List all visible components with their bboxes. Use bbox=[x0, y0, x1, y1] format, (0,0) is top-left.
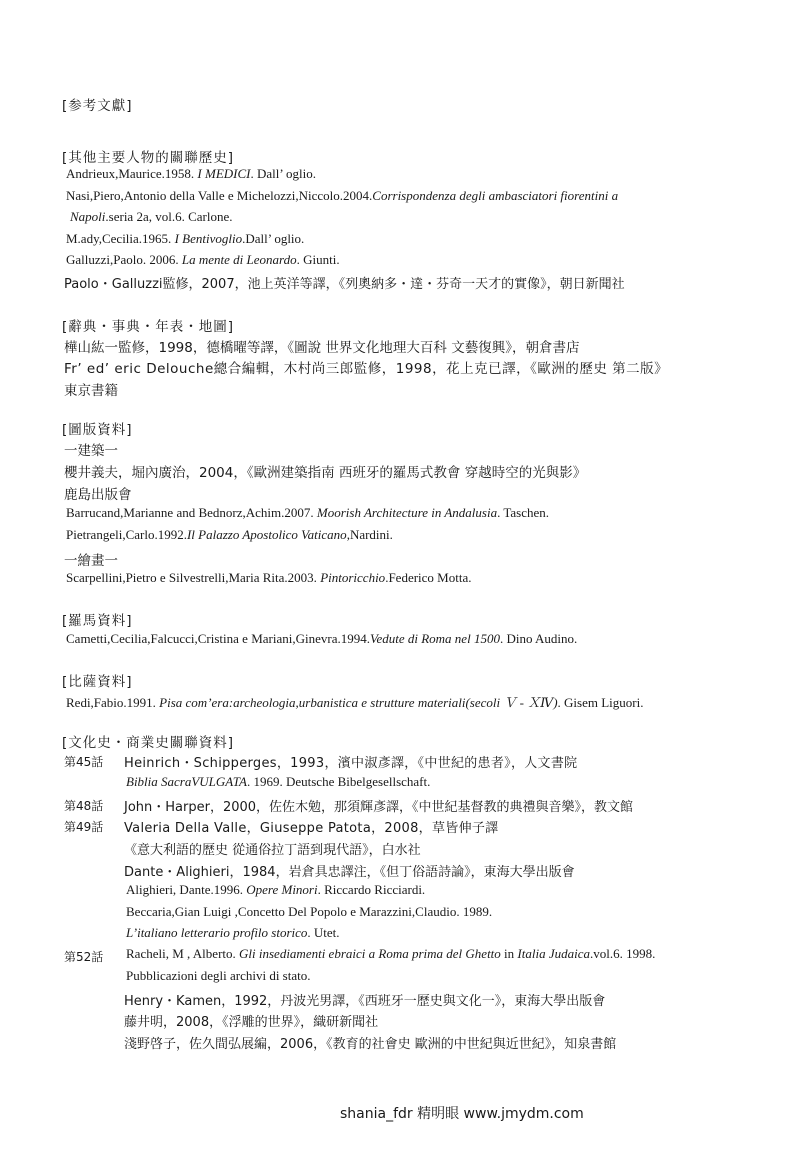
reference-entry: Beccaria,Gian Luigi ,Concetto Del Popolo e Marazzini,Claudio. 1989. bbox=[126, 904, 493, 919]
reference-entry: 櫻井義夫，堀內廣治，2004，《歐洲建築指南 西班牙的羅馬式教會 穿越時空的光與影》 bbox=[64, 465, 587, 481]
reference-entry-continuation: Pubblicazioni degli archivi di stato. bbox=[126, 968, 311, 983]
section-heading-dictionaries: [辭典・事典・年表・地圖] bbox=[62, 319, 235, 335]
reference-entry: John・Harper，2000，佐佐木勉，那須輝彥譯，《中世紀基督教的典禮與音樂》，教文館 bbox=[124, 800, 634, 815]
reference-entry: 淺野啓子，佐久間弘展編，2006，《教育的社會史 歐洲的中世紀與近世紀》，知泉書館 bbox=[124, 1037, 617, 1052]
section-heading-people: [其他主要人物的關聯歷史] bbox=[62, 150, 235, 166]
reference-entry: 樺山紘一監修，1998，德橋曜等譯，《圖說 世界文化地理大百科 文藝復興》，朝倉書店 bbox=[64, 340, 580, 356]
reference-entry: Heinrich・Schipperges，1993，濱中淑彥譯，《中世紀的患者》，人文書院 bbox=[124, 756, 578, 771]
reference-entry: Cametti,Cecilia,Falcucci,Cristina e Mariani,Ginevra.1994.Vedute di Roma nel 1500. Dino Audino. bbox=[66, 631, 578, 646]
reference-entry-continuation: L’italiano letterario profilo storico. Utet. bbox=[126, 925, 340, 940]
episode-label: 第48話 bbox=[64, 799, 104, 813]
reference-entry: Nasi,Piero,Antonio della Valle e Michelozzi,Niccolo.2004.Corrispondenza degli ambasciatori fiorentini a bbox=[66, 188, 619, 203]
reference-entry: Henry・Kamen，1992，丹波光男譯，《西班牙一歷史與文化一》，東海大學出版會 bbox=[124, 994, 606, 1009]
reference-entry: Andrieux,Maurice.1958. I MEDICI. Dall’ oglio. bbox=[66, 166, 316, 181]
reference-entry-continuation: Napoli.seria 2a, vol.6. Carlone. bbox=[70, 209, 233, 224]
section-heading-pisa: [比薩資料] bbox=[62, 674, 133, 690]
reference-entry-continuation: 東京書籍 bbox=[64, 383, 118, 399]
reference-entry: Racheli, M , Alberto. Gli insediamenti ebraici a Roma prima del Ghetto in Italia Judaica.vol.6. 1998. bbox=[126, 946, 656, 961]
section-heading-rome: [羅馬資料] bbox=[62, 613, 133, 629]
episode-label: 第49話 bbox=[64, 820, 104, 834]
reference-entry: Scarpellini,Pietro e Silvestrelli,Maria Rita.2003. Pintoricchio.Federico Motta. bbox=[66, 570, 472, 585]
subsection-label-paintings: 一繪畫一 bbox=[64, 553, 118, 569]
reference-entry: Barrucand,Marianne and Bednorz,Achim.2007. Moorish Architecture in Andalusia. Taschen. bbox=[66, 505, 550, 520]
reference-entry: Biblia SacraVULGATA. 1969. Deutsche Bibelgesellschaft. bbox=[126, 774, 431, 789]
reference-entry: Pietrangeli,Carlo.1992.Il Palazzo Apostolico Vaticano,Nardini. bbox=[66, 527, 393, 542]
episode-label: 第52話 bbox=[64, 950, 104, 964]
reference-entry: Paolo・Galluzzi監修，2007，池上英洋等譯，《列奧納多・達・芬奇一天才的實像》，朝日新聞社 bbox=[64, 277, 625, 292]
reference-entry-continuation: 《意大利語的歷史 從通俗拉丁語到現代語》，白水社 bbox=[124, 843, 421, 858]
footer-watermark: shania_fdr 精明眼 www.jmydm.com bbox=[340, 1106, 584, 1122]
reference-entry: Redi,Fabio.1991. Pisa com’era:archeologia,urbanistica e strutture materiali(secoli Ｖ - ＸⅣ). Gisem Liguori. bbox=[66, 695, 644, 710]
section-heading-plates: [圖版資料] bbox=[62, 422, 133, 438]
episode-label: 第45話 bbox=[64, 755, 104, 769]
section-heading-culture: [文化史・商業史關聯資料] bbox=[62, 735, 235, 751]
subsection-label-architecture: 一建築一 bbox=[64, 443, 118, 459]
reference-entry: 藤井明，2008，《浮雕的世界》，織研新聞社 bbox=[124, 1015, 379, 1030]
reference-entry: Fr’ ed’ eric Delouche總合編輯，木村尚三郎監修，1998，花上克已譯，《歐洲的歷史 第二版》 bbox=[64, 361, 669, 377]
reference-entry-continuation: 鹿島出版會 bbox=[64, 487, 132, 503]
reference-entry: Galluzzi,Paolo. 2006. La mente di Leonardo. Giunti. bbox=[66, 252, 340, 267]
reference-entry: Alighieri, Dante.1996. Opere Minori. Riccardo Ricciardi. bbox=[126, 882, 426, 897]
reference-entry: Valeria Della Valle，Giuseppe Patota，2008，草皆伸子譯 bbox=[124, 821, 499, 836]
reference-entry: Dante・Alighieri，1984，岩倉具忠譯注，《但丁俗語詩論》，東海大學出版會 bbox=[124, 865, 575, 880]
reference-entry: M.ady,Cecilia.1965. I Bentivoglio.Dall’ oglio. bbox=[66, 231, 305, 246]
page-title: [参考文獻] bbox=[62, 98, 133, 114]
